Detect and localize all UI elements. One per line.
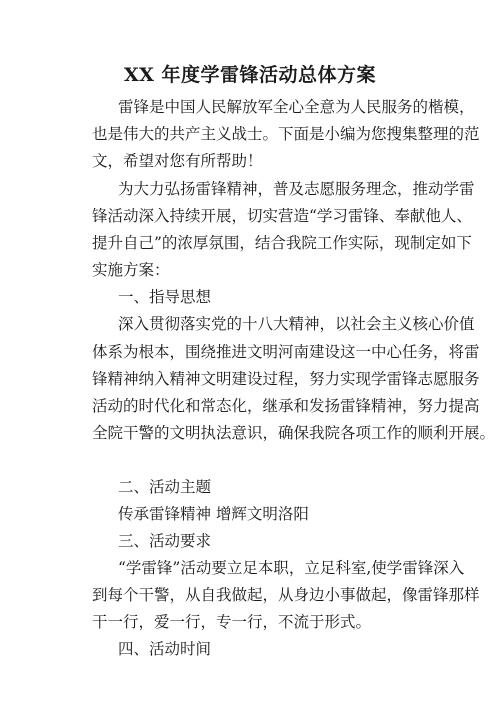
- paragraph-line: 传承雷锋精神 增辉文明洛阳: [118, 505, 309, 523]
- paragraph-line: 体系为根本，围绕推进文明河南建设这一中心任务，将雷: [92, 343, 480, 361]
- paragraph-line: 锋活动深入持续开展，切实营造“学习雷锋、奉献他人、: [92, 207, 472, 225]
- section-heading: 一、指导思想: [118, 288, 212, 306]
- paragraph-line: 活动的时代化和常态化，继承和发扬雷锋精神，努力提高: [92, 397, 480, 415]
- paragraph-line: 文，希望对您有所帮助！: [92, 152, 263, 170]
- paragraph-line: 为大力弘扬雷锋精神，普及志愿服务理念，推动学雷: [118, 180, 475, 198]
- section-heading: 四、活动时间: [118, 640, 212, 658]
- document-title: XX 年度学雷锋活动总体方案: [123, 64, 377, 86]
- paragraph-line: 锋精神纳入精神文明建设过程，努力实现学雷锋志愿服务: [92, 370, 480, 388]
- paragraph-line: 也是伟大的共产主义战士。下面是小编为您搜集整理的范: [92, 125, 480, 143]
- paragraph-line: “学雷锋”活动要立足本职，立足科室,使学雷锋深入: [118, 559, 465, 577]
- paragraph-line: 雷锋是中国人民解放军全心全意为人民服务的楷模，: [118, 98, 475, 116]
- section-heading: 二、活动主题: [118, 478, 212, 496]
- paragraph-line: 提升自己”的浓厚氛围，结合我院工作实际，现制定如下: [92, 234, 472, 252]
- paragraph-line: 深入贯彻落实党的十八大精神，以社会主义核心价值: [118, 315, 475, 333]
- paragraph-line: 到每个干警，从自我做起，从身边小事做起，像雷锋那样: [92, 586, 480, 604]
- paragraph-line: 全院干警的文明执法意识，确保我院各项工作的顺利开展。: [92, 424, 496, 442]
- paragraph-line: 实施方案：: [92, 261, 170, 279]
- paragraph-line: 干一行，爱一行，专一行，不流于形式。: [92, 613, 372, 631]
- section-heading: 三、活动要求: [118, 532, 212, 550]
